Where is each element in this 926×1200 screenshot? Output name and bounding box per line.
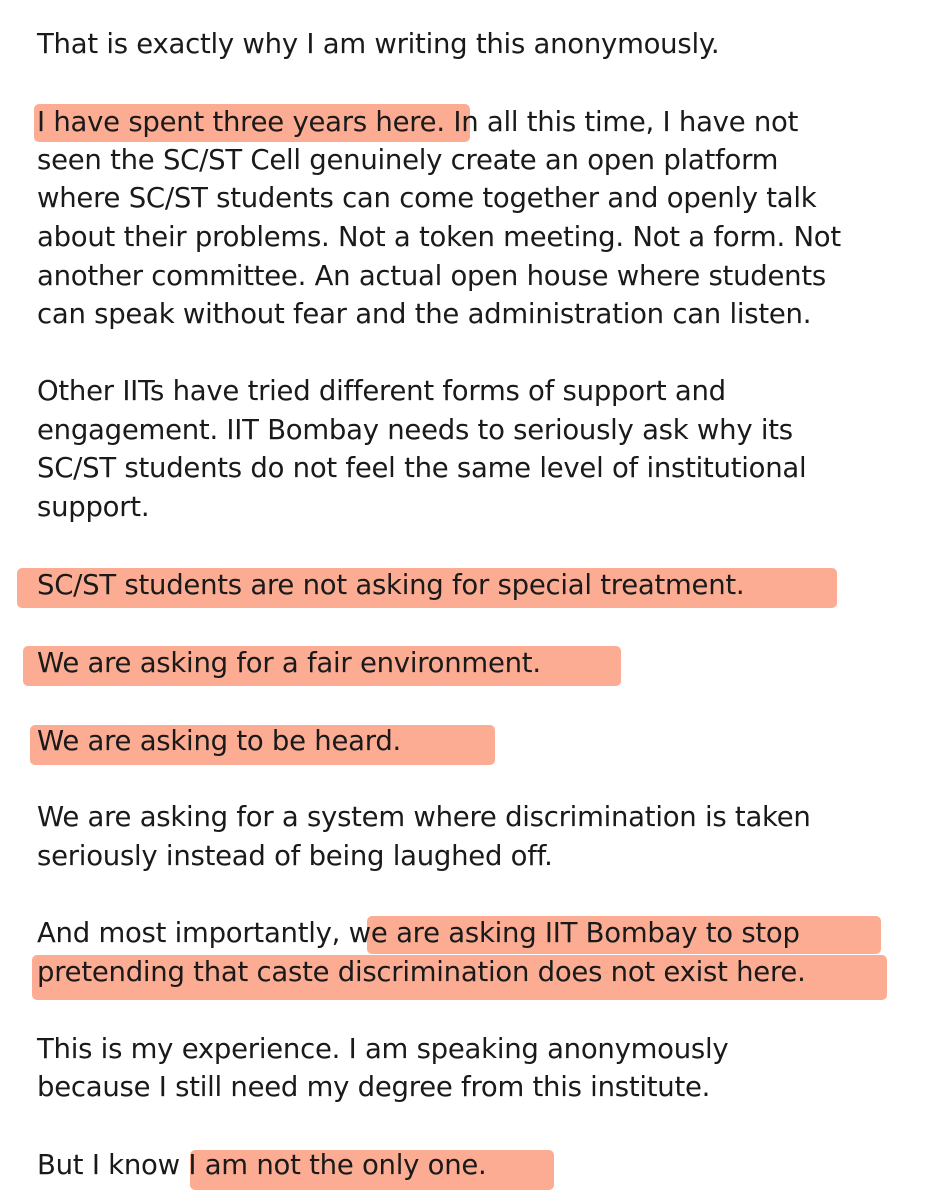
paragraph-line: because I still need my degree from this institute. [37,1071,711,1103]
paragraph-line: SC/ST students are not asking for special treatment. [37,569,745,601]
paragraph-line: seen the SC/ST Cell genuinely create an open platform [37,144,779,176]
highlighted-text: we are asking IIT Bombay to stop [348,917,800,949]
paragraph-line: engagement. IIT Bombay needs to seriously ask why its [37,414,793,446]
line-text: And most importantly, [37,917,349,949]
highlighted-text: I am not the only one. [188,1149,487,1181]
line-text: But I know [37,1149,189,1181]
paragraph-line: Other IITs have tried different forms of support and [37,375,726,407]
paragraph-line: can speak without fear and the administration can listen. [37,298,812,330]
paragraph-line: support. [37,491,150,523]
paragraph-line: We are asking for a system where discrimination is taken [37,801,811,833]
paragraph-line: We are asking for a fair environment. [37,647,541,679]
paragraph-line: where SC/ST students can come together and openly talk [37,182,817,214]
paragraph-line: That is exactly why I am writing this anonymously. [37,28,720,60]
paragraph-line [37,914,800,952]
paragraph-line: SC/ST students do not feel the same level of institutional [37,452,807,484]
line-text: In all this time, I have not [444,106,799,138]
paragraph-line: This is my experience. I am speaking anonymously [37,1033,729,1065]
paragraph-line: seriously instead of being laughed off. [37,840,553,872]
paragraph-line [37,103,798,141]
paragraph-line: We are asking to be heard. [37,725,402,757]
paragraph-line: another committee. An actual open house where students [37,260,826,292]
paragraph-line: pretending that caste discrimination does not exist here. [37,956,806,988]
highlighted-text: I have spent three years here. [37,106,445,138]
paragraph-line [37,1146,487,1184]
paragraph-line: about their problems. Not a token meeting. Not a form. Not [37,221,841,253]
